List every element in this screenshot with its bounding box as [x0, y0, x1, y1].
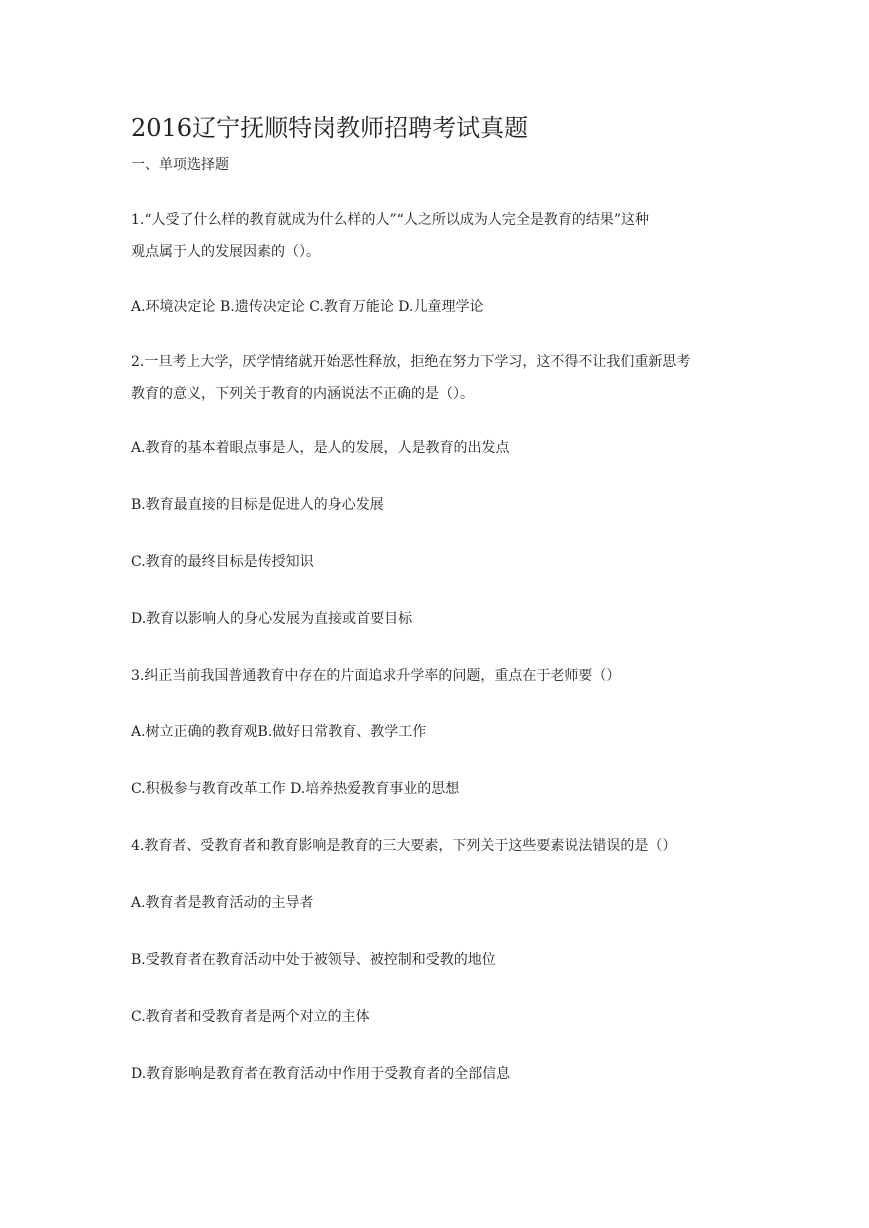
- question-3-options-line-1: A.树立正确的教育观B.做好日常教育、教学工作: [131, 724, 427, 740]
- question-1-stem-line-1: 1.“人受了什么样的教育就成为什么样的人”“人之所以成为人完全是教育的结果”这种: [131, 212, 649, 228]
- question-4-option-a: A.教育者是教育活动的主导者: [131, 895, 314, 911]
- question-1-options: A.环境决定论 B.遗传决定论 C.教育万能论 D.儿童理学论: [131, 299, 484, 315]
- question-2-stem-line-1: 2.一旦考上大学，厌学情绪就开始恶性释放，拒绝在努力下学习，这不得不让我们重新思考: [131, 354, 691, 370]
- question-4-option-d: D.教育影响是教育者在教育活动中作用于受教育者的全部信息: [131, 1066, 511, 1082]
- question-3-options-line-2: C.积极参与教育改革工作 D.培养热爱教育事业的思想: [131, 781, 460, 797]
- question-2-option-b: B.教育最直接的目标是促进人的身心发展: [131, 497, 384, 513]
- question-2-stem: [131, 346, 751, 410]
- question-2-option-a: A.教育的基本着眼点事是人，是人的发展，人是教育的出发点: [131, 440, 510, 456]
- question-1-stem: [131, 204, 751, 268]
- question-4-stem: 4.教育者、受教育者和教育影响是教育的三大要素，下列关于这些要素说法错误的是（）: [131, 838, 677, 854]
- question-3-stem: 3.纠正当前我国普通教育中存在的片面追求升学率的问题，重点在于老师要（）: [131, 668, 621, 684]
- document-title: 2016辽宁抚顺特岗教师招聘考试真题: [131, 114, 529, 142]
- question-4-option-b: B.受教育者在教育活动中处于被领导、被控制和受教的地位: [131, 952, 496, 968]
- section-heading: 一、单项选择题: [131, 157, 229, 173]
- question-4-option-c: C.教育者和受教育者是两个对立的主体: [131, 1009, 370, 1025]
- question-2-stem-line-2: 教育的意义，下列关于教育的内涵说法不正确的是（）。: [131, 386, 474, 402]
- question-1-stem-line-2: 观点属于人的发展因素的（）。: [131, 244, 320, 260]
- question-2-option-c: C.教育的最终目标是传授知识: [131, 554, 314, 570]
- question-2-option-d: D.教育以影响人的身心发展为直接或首要目标: [131, 611, 413, 627]
